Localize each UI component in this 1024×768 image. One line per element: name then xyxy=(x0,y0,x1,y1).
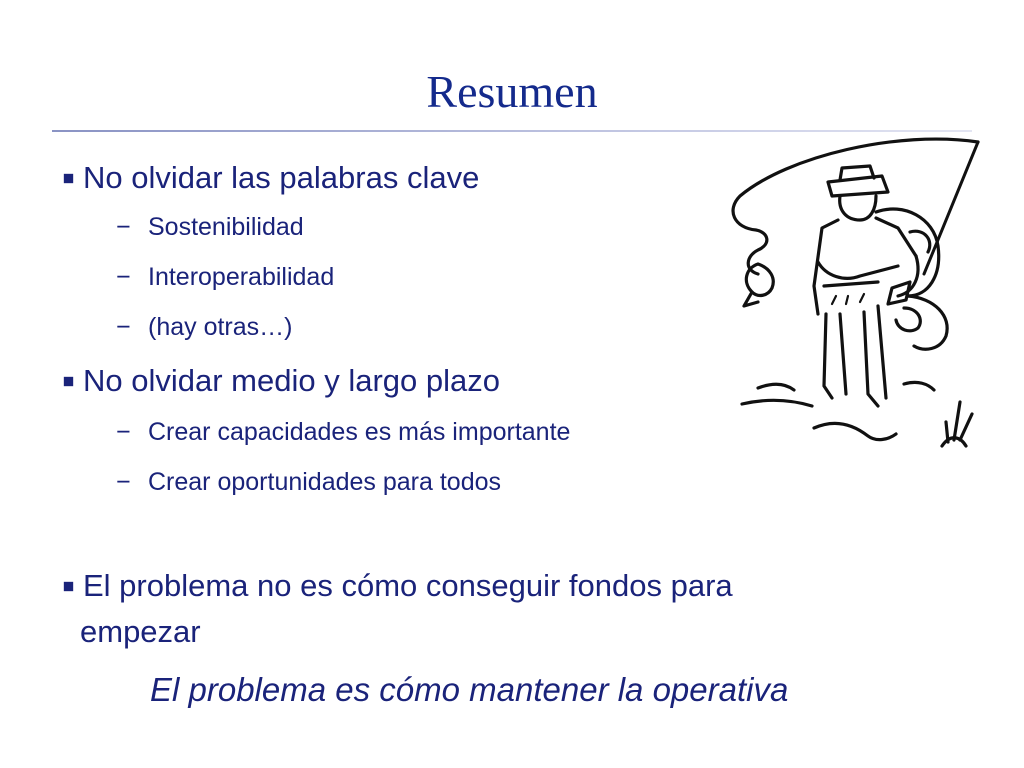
dash-marker: − xyxy=(116,263,131,291)
dash-marker: − xyxy=(116,213,131,241)
subitem-hay-otras xyxy=(116,311,292,343)
bullet-text: No olvidar medio y largo plazo xyxy=(83,363,500,398)
fisherman-illustration xyxy=(728,136,998,466)
subitem-interoperabilidad xyxy=(116,261,334,293)
dash-marker: − xyxy=(116,418,131,446)
square-bullet-icon xyxy=(64,582,73,591)
square-bullet-icon xyxy=(64,377,73,386)
bullet-plazo xyxy=(62,361,500,401)
subitem-text: (hay otras…) xyxy=(148,313,293,341)
slide-title: Resumen xyxy=(426,66,598,117)
square-bullet-icon xyxy=(64,174,73,183)
subitem-capacidades xyxy=(116,416,570,448)
title-divider xyxy=(52,130,972,132)
subitem-text: Sostenibilidad xyxy=(148,213,304,241)
subitem-text: Crear oportunidades para todos xyxy=(148,468,502,496)
bullet-text: El problema no es cómo conseguir fondos para xyxy=(83,568,733,603)
subitem-oportunidades xyxy=(116,466,501,498)
emphasis-statement: El problema es cómo mantener la operativa xyxy=(150,671,789,708)
bullet-problema-continuation: empezar xyxy=(80,614,201,649)
subitem-text: Crear capacidades es más importante xyxy=(148,418,571,446)
subitem-sostenibilidad xyxy=(116,211,304,243)
bullet-keywords xyxy=(62,158,479,198)
dash-marker: − xyxy=(116,468,131,496)
subitem-text: Interoperabilidad xyxy=(148,263,335,291)
dash-marker: − xyxy=(116,313,131,341)
bullet-text: No olvidar las palabras clave xyxy=(83,160,480,195)
bullet-problema xyxy=(62,566,733,606)
